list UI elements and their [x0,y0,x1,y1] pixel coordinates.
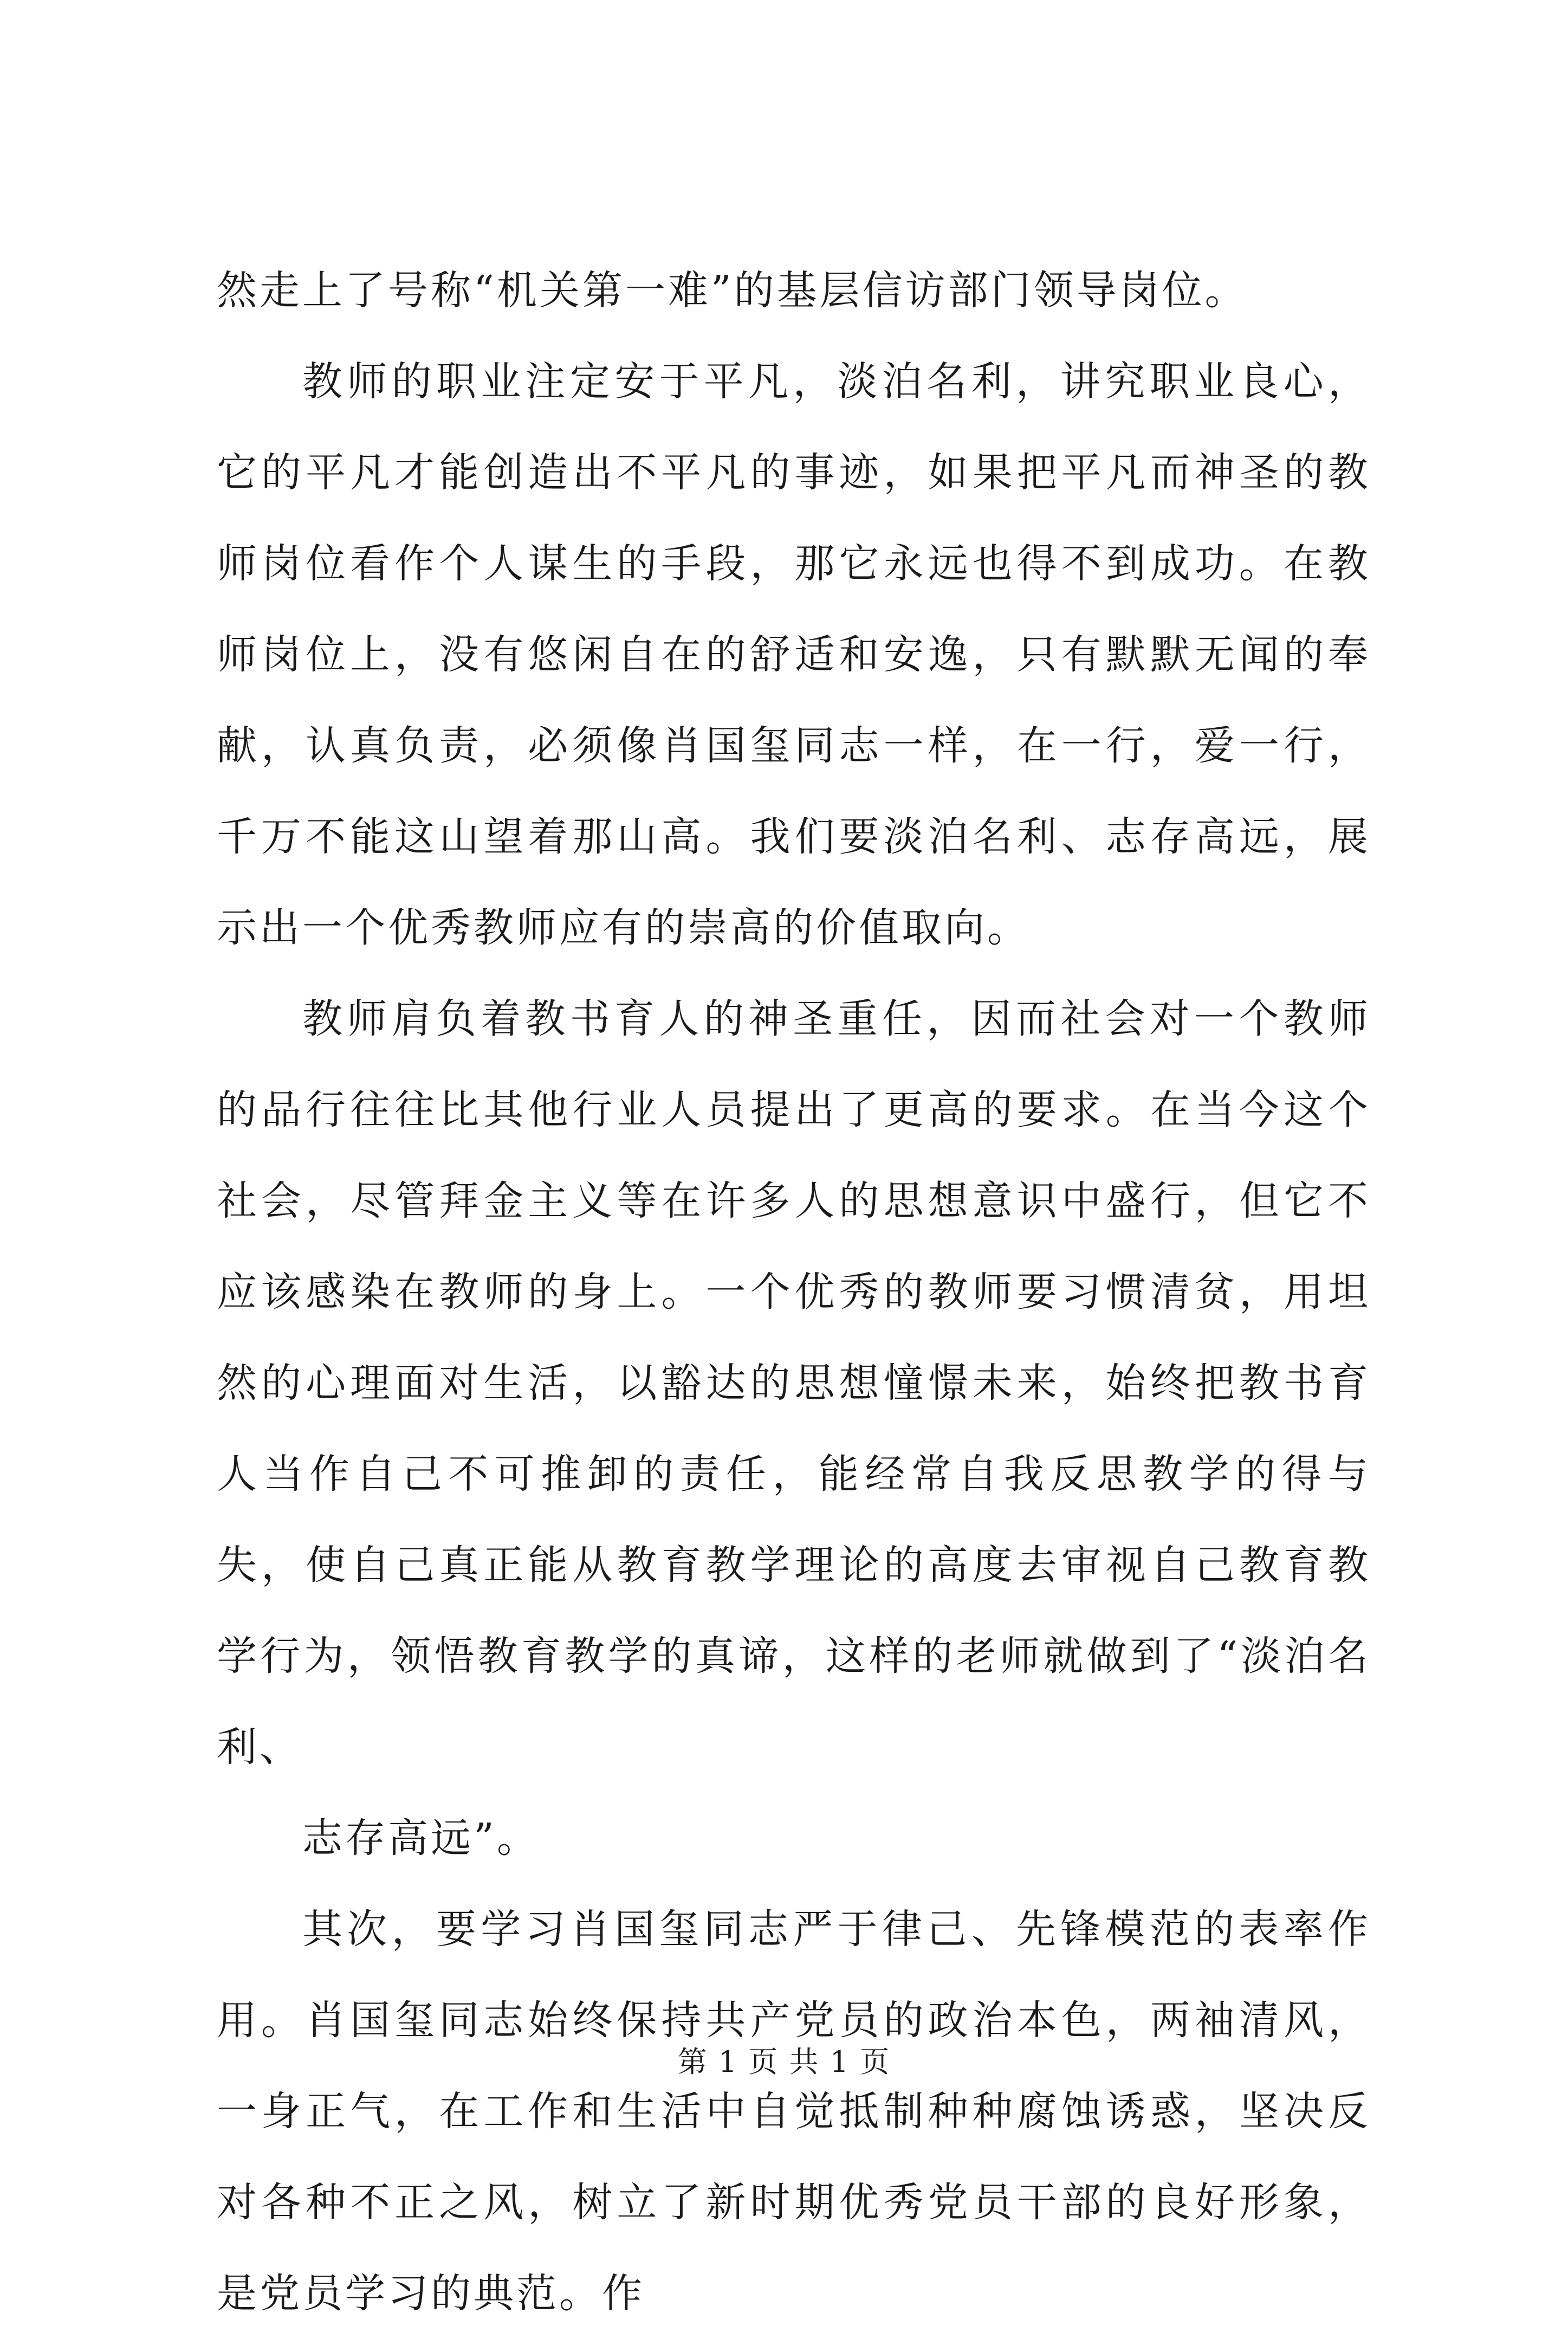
paragraph-4: 志存高远”。 [302,1815,540,1862]
paragraph-2: 教师的职业注定安于平凡，淡泊名利，讲究职业良心，它的平凡才能创造出不平凡的事迹，如果把平凡而神圣的教师岗位看作个人谋生的手段，那它永远也得不到成功。在教师岗位上，没有悠闲自在的舒适和安逸，只有默默无闻的奉献，认真负责，必须像肖国玺同志一样，在一行，爱一行，千万不能这山望着那山高。我们要淡泊名利、志存高远，展示出一个优秀教师应有的崇高的价值取向。 [217,358,1371,951]
page-number-footer: 第 1 页 共 1 页 [677,2045,891,2079]
paragraph-5: 其次，要学习肖国玺同志严于律己、先锋模范的表率作用。肖国玺同志始终保持共产党员的政治本色，两袖清风，一身正气，在工作和生活中自觉抵制种种腐蚀诱惑，坚决反对各种不正之风，树立了新时期优秀党员干部的良好形象，是党员学习的典范。作 [217,1906,1371,2317]
paragraph-1: 然走上了号称“机关第一难”的基层信访部门领导岗位。 [217,267,1248,314]
paragraph-3: 教师肩负着教书育人的神圣重任，因而社会对一个教师的品行往往比其他行业人员提出了更高的要求。在当今这个社会，尽管拜金主义等在许多人的思想意识中盛行，但它不应该感染在教师的身上。一个优秀的教师要习惯清贫，用坦然的心理面对生活，以豁达的思想憧憬未来，始终把教书育人当作自己不可推卸的责任，能经常自我反思教学的得与失，使自己真正能从教育教学理论的高度去审视自己教育教学行为，领悟教育教学的真谛，这样的老师就做到了“淡泊名利、 [217,996,1371,1771]
document-body [217,245,1371,2339]
